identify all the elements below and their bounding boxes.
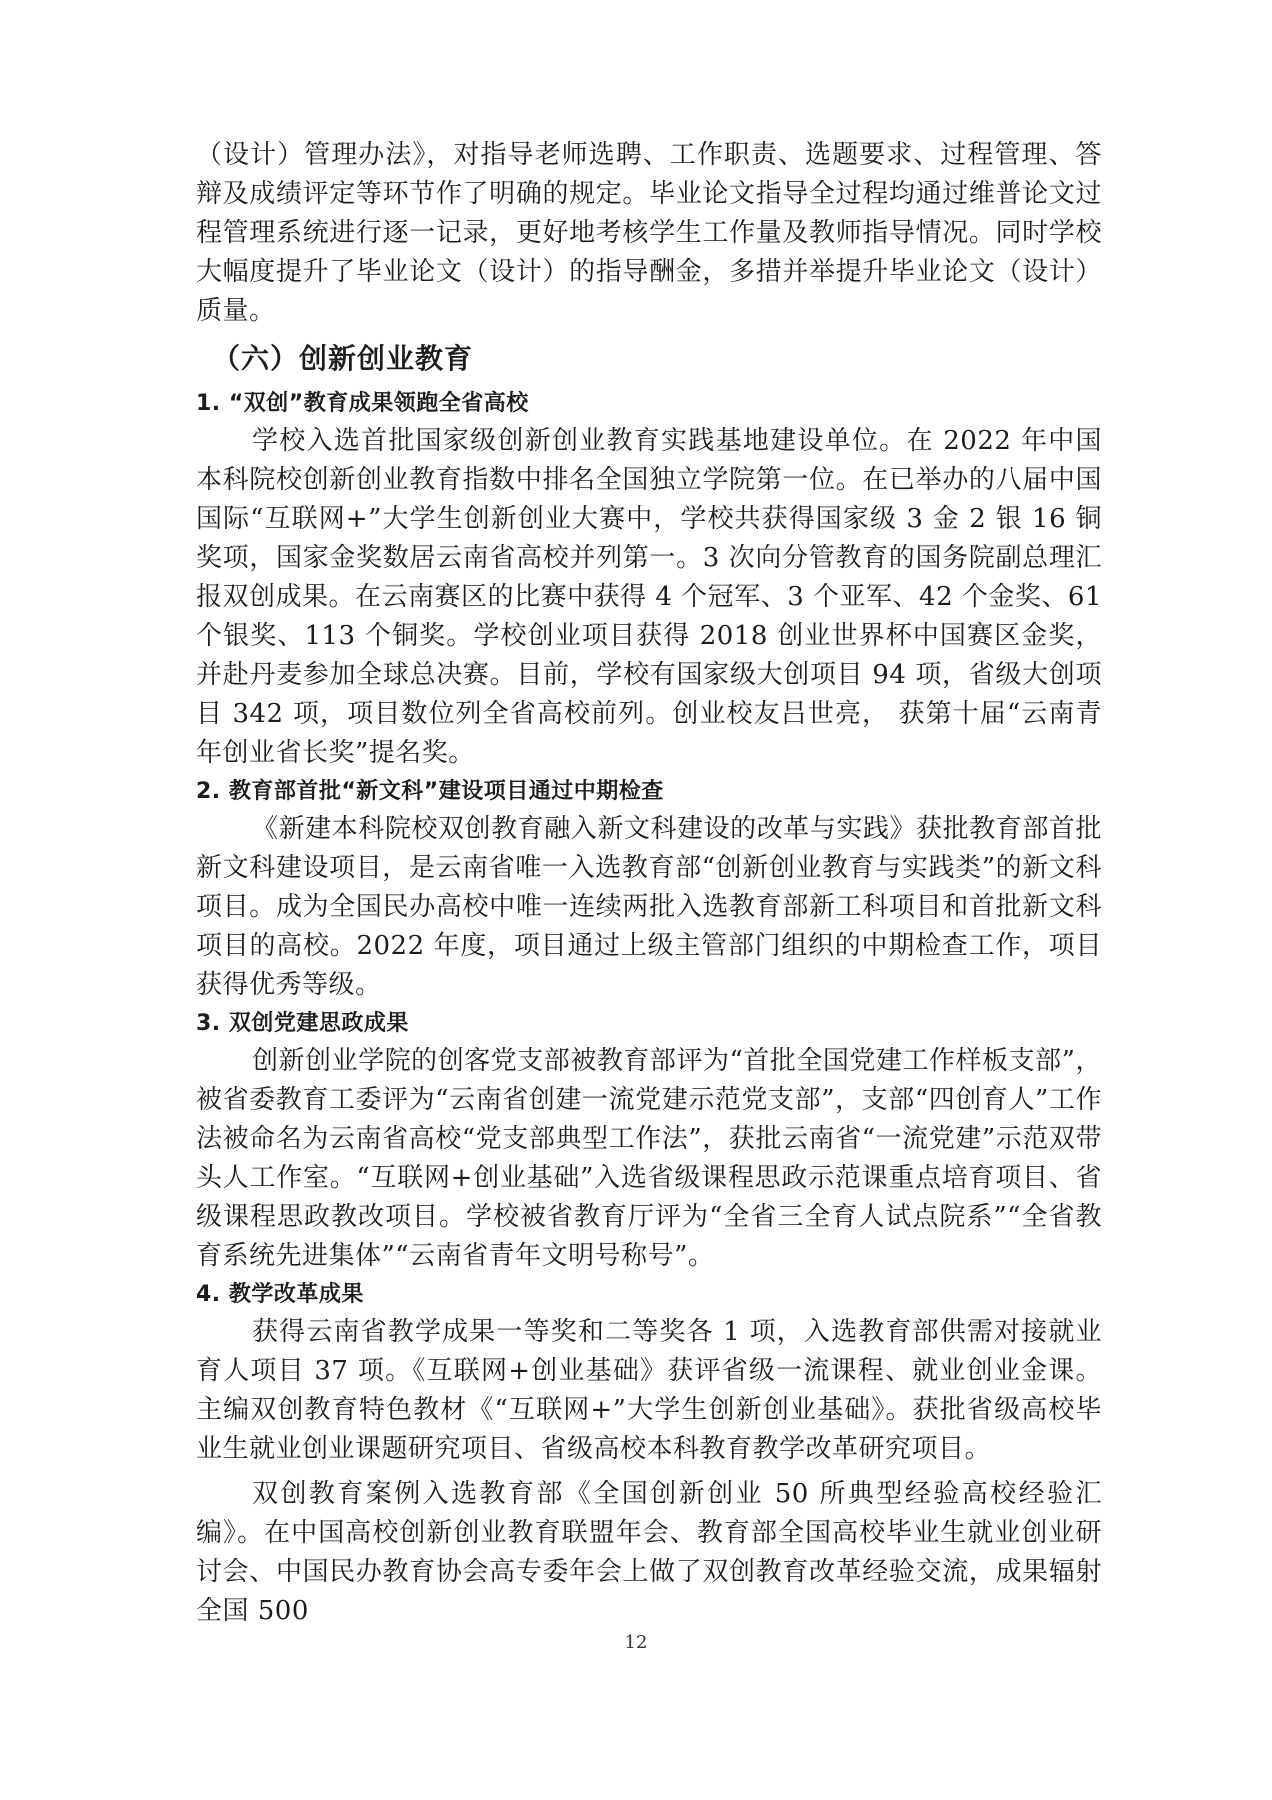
- subsection-2-paragraph: 《新建本科院校双创教育融入新文科建设的改革与实践》获批教育部首批新文科建设项目，是云南省唯一入选教育部“创新创业教育与实践类”的新文科项目。成为全国民办高校中唯一连续两批入选教育部新工科项目和首批新文科项目的高校。2022 年度，项目通过上级主管部门组织的中期检查工作，项目获得优秀等级。: [196, 814, 1102, 1000]
- subsection-1-paragraph: 学校入选首批国家级创新创业教育实践基地建设单位。在 2022 年中国本科院校创新创业教育指数中排名全国独立学院第一位。在已举办的八届中国国际“互联网+”大学生创新创业大赛中，学校共获得国家级 3 金 2 银 16 铜奖项，国家金奖数居云南省高校并列第一。3 次向分管教育的国务院副总理汇报双创成果。在云南赛区的比赛中获得 4 个冠军、3 个亚军、42 个金奖、61 个银奖、113 个铜奖。学校创业项目获得 2018 创业世界杯中国赛区金奖，并赴丹麦参加全球总决赛。目前，学校有国家级大创项目 94 项，省级大创项目 342 项，项目数位列全省高校前列。创业校友吕世亮， 获第十届“云南青年创业省长奖”提名奖。: [196, 426, 1102, 768]
- subsection-heading-1: 1. “双创”教育成果领跑全省高校: [196, 391, 529, 416]
- subsection-heading-4: 4. 教学改革成果: [196, 1282, 364, 1307]
- page-number: 12: [624, 1632, 648, 1653]
- subsection-3-paragraph: 创新创业学院的创客党支部被教育部评为“首批全国党建工作样板支部”，被省委教育工委评为“云南省创建一流党建示范党支部”，支部“四创育人”工作法被命名为云南省高校“党支部典型工作法”，获批云南省“一流党建”示范双带头人工作室。“互联网+创业基础”入选省级课程思政示范课重点培育项目、省级课程思政教改项目。学校被省教育厅评为“全省三全育人试点院系”“全省教育系统先进集体”“云南省青年文明号称号”。: [196, 1046, 1102, 1271]
- section-heading: （六）创新创业教育: [212, 342, 474, 375]
- subsection-4-paragraph-2: 双创教育案例入选教育部《全国创新创业 50 所典型经验高校经验汇编》。在中国高校创新创业教育联盟年会、教育部全国高校毕业生就业创业研讨会、中国民办教育协会高专委年会上做了双创教育改革经验交流，成果辐射全国 500: [196, 1479, 1102, 1626]
- subsection-heading-3: 3. 双创党建思政成果: [196, 1011, 409, 1036]
- subsection-4-paragraph-1: 获得云南省教学成果一等奖和二等奖各 1 项，入选教育部供需对接就业育人项目 37 项。《互联网+创业基础》获评省级一流课程、就业创业金课。主编双创教育特色教材《“互联网+”大学生创新创业基础》。获批省级高校毕业生就业创业课题研究项目、省级高校本科教育教学改革研究项目。: [196, 1317, 1102, 1464]
- continuation-paragraph: （设计）管理办法》，对指导老师选聘、工作职责、选题要求、过程管理、答辩及成绩评定等环节作了明确的规定。毕业论文指导全过程均通过维普论文过程管理系统进行逐一记录，更好地考核学生工作量及教师指导情况。同时学校大幅度提升了毕业论文（设计）的指导酬金，多措并举提升毕业论文（设计）质量。: [196, 140, 1102, 326]
- subsection-heading-2: 2. 教育部首批“新文科”建设项目通过中期检查: [196, 779, 664, 804]
